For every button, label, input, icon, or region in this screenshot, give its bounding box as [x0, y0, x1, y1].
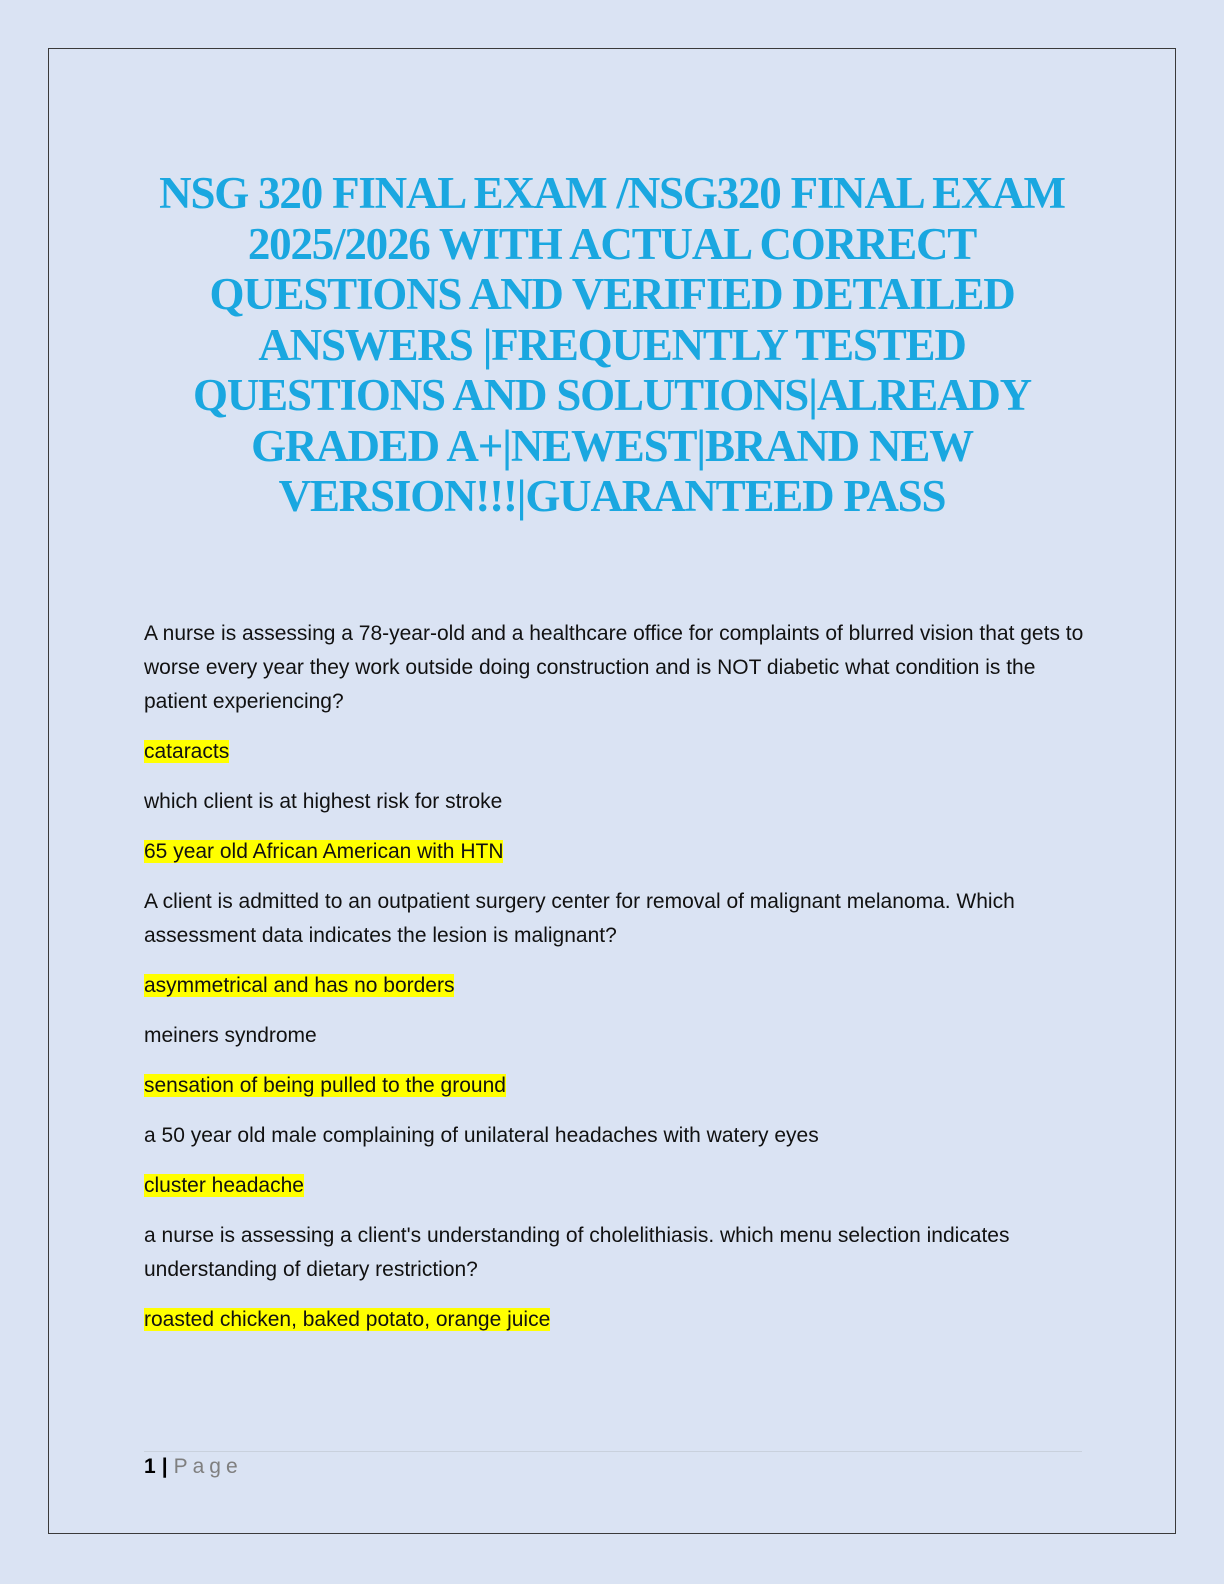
question-5: a 50 year old male complaining of unilateral headaches with watery eyes [144, 1124, 819, 1147]
qa-content [144, 617, 1084, 1353]
answer-3 [144, 969, 1084, 1003]
question-2: which client is at highest risk for stroke [144, 790, 503, 813]
footer-separator: | [161, 1455, 168, 1478]
question-1: A nurse is assessing a 78-year-old and a healthcare office for complaints of blurred vision that gets to worse every year they work outside doing construction and is NOT diabetic what condition is the patient experiencing? [144, 622, 1084, 713]
page-number: 1 [144, 1455, 156, 1478]
question-4: meiners syndrome [144, 1024, 317, 1047]
answer-3-text: asymmetrical and has no borders [144, 974, 455, 997]
answer-1-text: cataracts [144, 740, 230, 763]
answer-1 [144, 735, 1084, 769]
document-title: NSG 320 FINAL EXAM /NSG320 FINAL EXAM 2025/2026 WITH ACTUAL CORRECT QUESTIONS AND VERIFIED DETAILED ANSWERS |FREQUENTLY TESTED QUESTIONS AND SOLUTIONS|ALREADY GRADED A+|NEWEST|BRAND NEW VERSION!!!|GUARANTEED PASS [159, 168, 1065, 521]
question-3: A client is admitted to an outpatient surgery center for removal of malignant melanoma. Which assessment data indicates the lesion is malignant? [144, 890, 1015, 947]
answer-6 [144, 1303, 1084, 1337]
footer-divider [144, 1451, 1082, 1452]
page-footer [144, 1455, 243, 1479]
answer-4-text: sensation of being pulled to the ground [144, 1074, 506, 1097]
answer-4 [144, 1069, 1084, 1103]
page-label: Page [173, 1455, 243, 1478]
answer-2-text: 65 year old African American with HTN [144, 840, 504, 863]
answer-2 [144, 835, 1084, 869]
answer-5-text: cluster headache [144, 1174, 304, 1197]
question-6: a nurse is assessing a client's understanding of cholelithiasis. which menu selection indicates understanding of dietary restriction? [144, 1224, 1010, 1281]
answer-5 [144, 1169, 1084, 1203]
answer-6-text: roasted chicken, baked potato, orange juice [144, 1308, 551, 1331]
